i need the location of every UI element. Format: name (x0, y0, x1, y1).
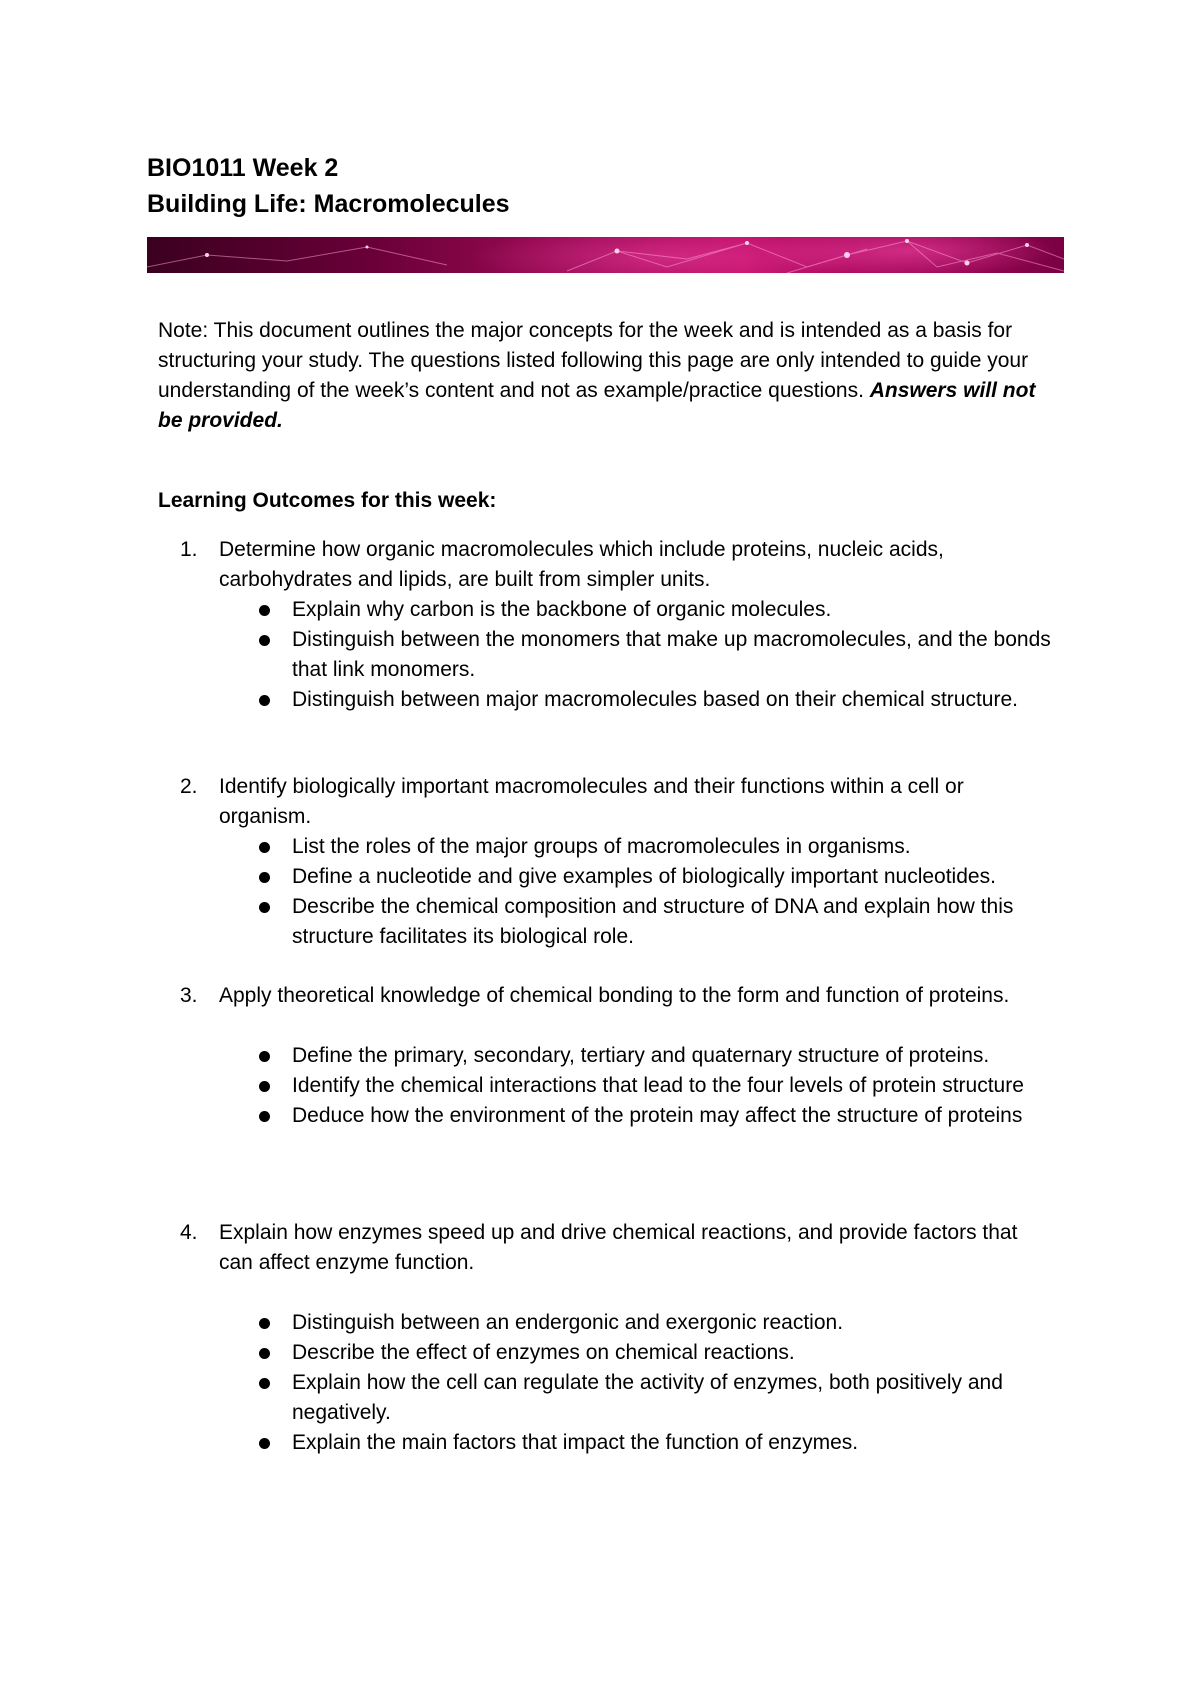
list-item (0, 595, 1200, 625)
answers-disclaimer: Answers will not be provided (158, 379, 1036, 432)
bullet-icon (259, 605, 270, 616)
bullet-icon (259, 902, 270, 913)
bullet-text: Describe the chemical composition and structure of DNA and explain how this structure facilitates its biological role. (292, 895, 1014, 948)
bullet-text: Identify the chemical interactions that lead to the four levels of protein structure (292, 1074, 1024, 1097)
bullet-text: List the roles of the major groups of macromolecules in organisms. (292, 835, 911, 858)
outcome-text: Identify biologically important macromolecules and their functions within a cell or organism. (219, 775, 964, 828)
list-item (0, 1338, 1200, 1368)
bullet-text: Define the primary, secondary, tertiary and quaternary structure of proteins. (292, 1044, 990, 1067)
outcome-number: 2. (180, 775, 198, 798)
bullet-text: Distinguish between an endergonic and exergonic reaction. (292, 1311, 844, 1334)
bullet-text: Deduce how the environment of the protein may affect the structure of proteins (292, 1104, 1023, 1127)
bullet-icon (259, 635, 270, 646)
decorative-banner (147, 237, 1064, 273)
bullet-icon (259, 695, 270, 706)
list-item (0, 625, 1200, 685)
bullet-icon (259, 842, 270, 853)
outcome-1-bullets (0, 595, 1200, 715)
bullet-icon (259, 1081, 270, 1092)
list-item (0, 862, 1200, 892)
list-item (0, 1041, 1200, 1071)
banner-graphic (147, 237, 1064, 273)
bullet-icon (259, 1348, 270, 1359)
list-item (0, 1368, 1200, 1428)
bullet-text: Distinguish between the monomers that make up macromolecules, and the bonds that link monomers. (292, 628, 1051, 681)
list-item (0, 892, 1200, 952)
outcome-4-bullets (0, 1308, 1200, 1458)
bullet-text: Define a nucleotide and give examples of biologically important nucleotides. (292, 865, 996, 888)
outcome-text: Explain how enzymes speed up and drive chemical reactions, and provide factors that can affect enzyme function. (219, 1221, 1018, 1274)
bullet-text: Distinguish between major macromolecules based on their chemical structure. (292, 688, 1018, 711)
outcome-text: Apply theoretical knowledge of chemical bonding to the form and function of proteins. (219, 984, 1010, 1007)
bullet-text: Explain how the cell can regulate the activity of enzymes, both positively and negatively. (292, 1371, 1003, 1424)
list-item (0, 832, 1200, 862)
outcome-number: 3. (180, 984, 198, 1007)
outcome-2-bullets (0, 832, 1200, 952)
study-note (158, 316, 1058, 436)
course-week-heading: BIO1011 Week 2 (147, 154, 339, 182)
bullet-icon (259, 1318, 270, 1329)
bullet-icon (259, 872, 270, 883)
list-item (0, 1308, 1200, 1338)
list-item (0, 1428, 1200, 1458)
bullet-icon (259, 1051, 270, 1062)
bullet-text: Explain why carbon is the backbone of organic molecules. (292, 598, 832, 621)
answers-disclaimer-period: . (277, 409, 283, 432)
list-item (0, 685, 1200, 715)
bullet-icon (259, 1378, 270, 1389)
learning-outcomes-heading: Learning Outcomes for this week: (158, 489, 497, 512)
note-text: Note: This document outlines the major concepts for the week and is intended as a basis for structuring your study. The questions listed following this page are only intended to guide your understanding of the week’s content and not as example/practice questions. (158, 319, 1029, 402)
bullet-icon (259, 1438, 270, 1449)
topic-heading: Building Life: Macromolecules (147, 190, 510, 218)
bullet-text: Explain the main factors that impact the function of enzymes. (292, 1431, 859, 1454)
outcome-number: 1. (180, 538, 198, 561)
document-title (147, 150, 510, 222)
list-item (0, 1101, 1200, 1131)
list-item (0, 1071, 1200, 1101)
outcome-number: 4. (180, 1221, 198, 1244)
bullet-text: Describe the effect of enzymes on chemical reactions. (292, 1341, 795, 1364)
bullet-icon (259, 1111, 270, 1122)
outcome-3-bullets (0, 1041, 1200, 1131)
outcome-text: Determine how organic macromolecules which include proteins, nucleic acids, carbohydrates and lipids, are built from simpler units. (219, 538, 944, 591)
